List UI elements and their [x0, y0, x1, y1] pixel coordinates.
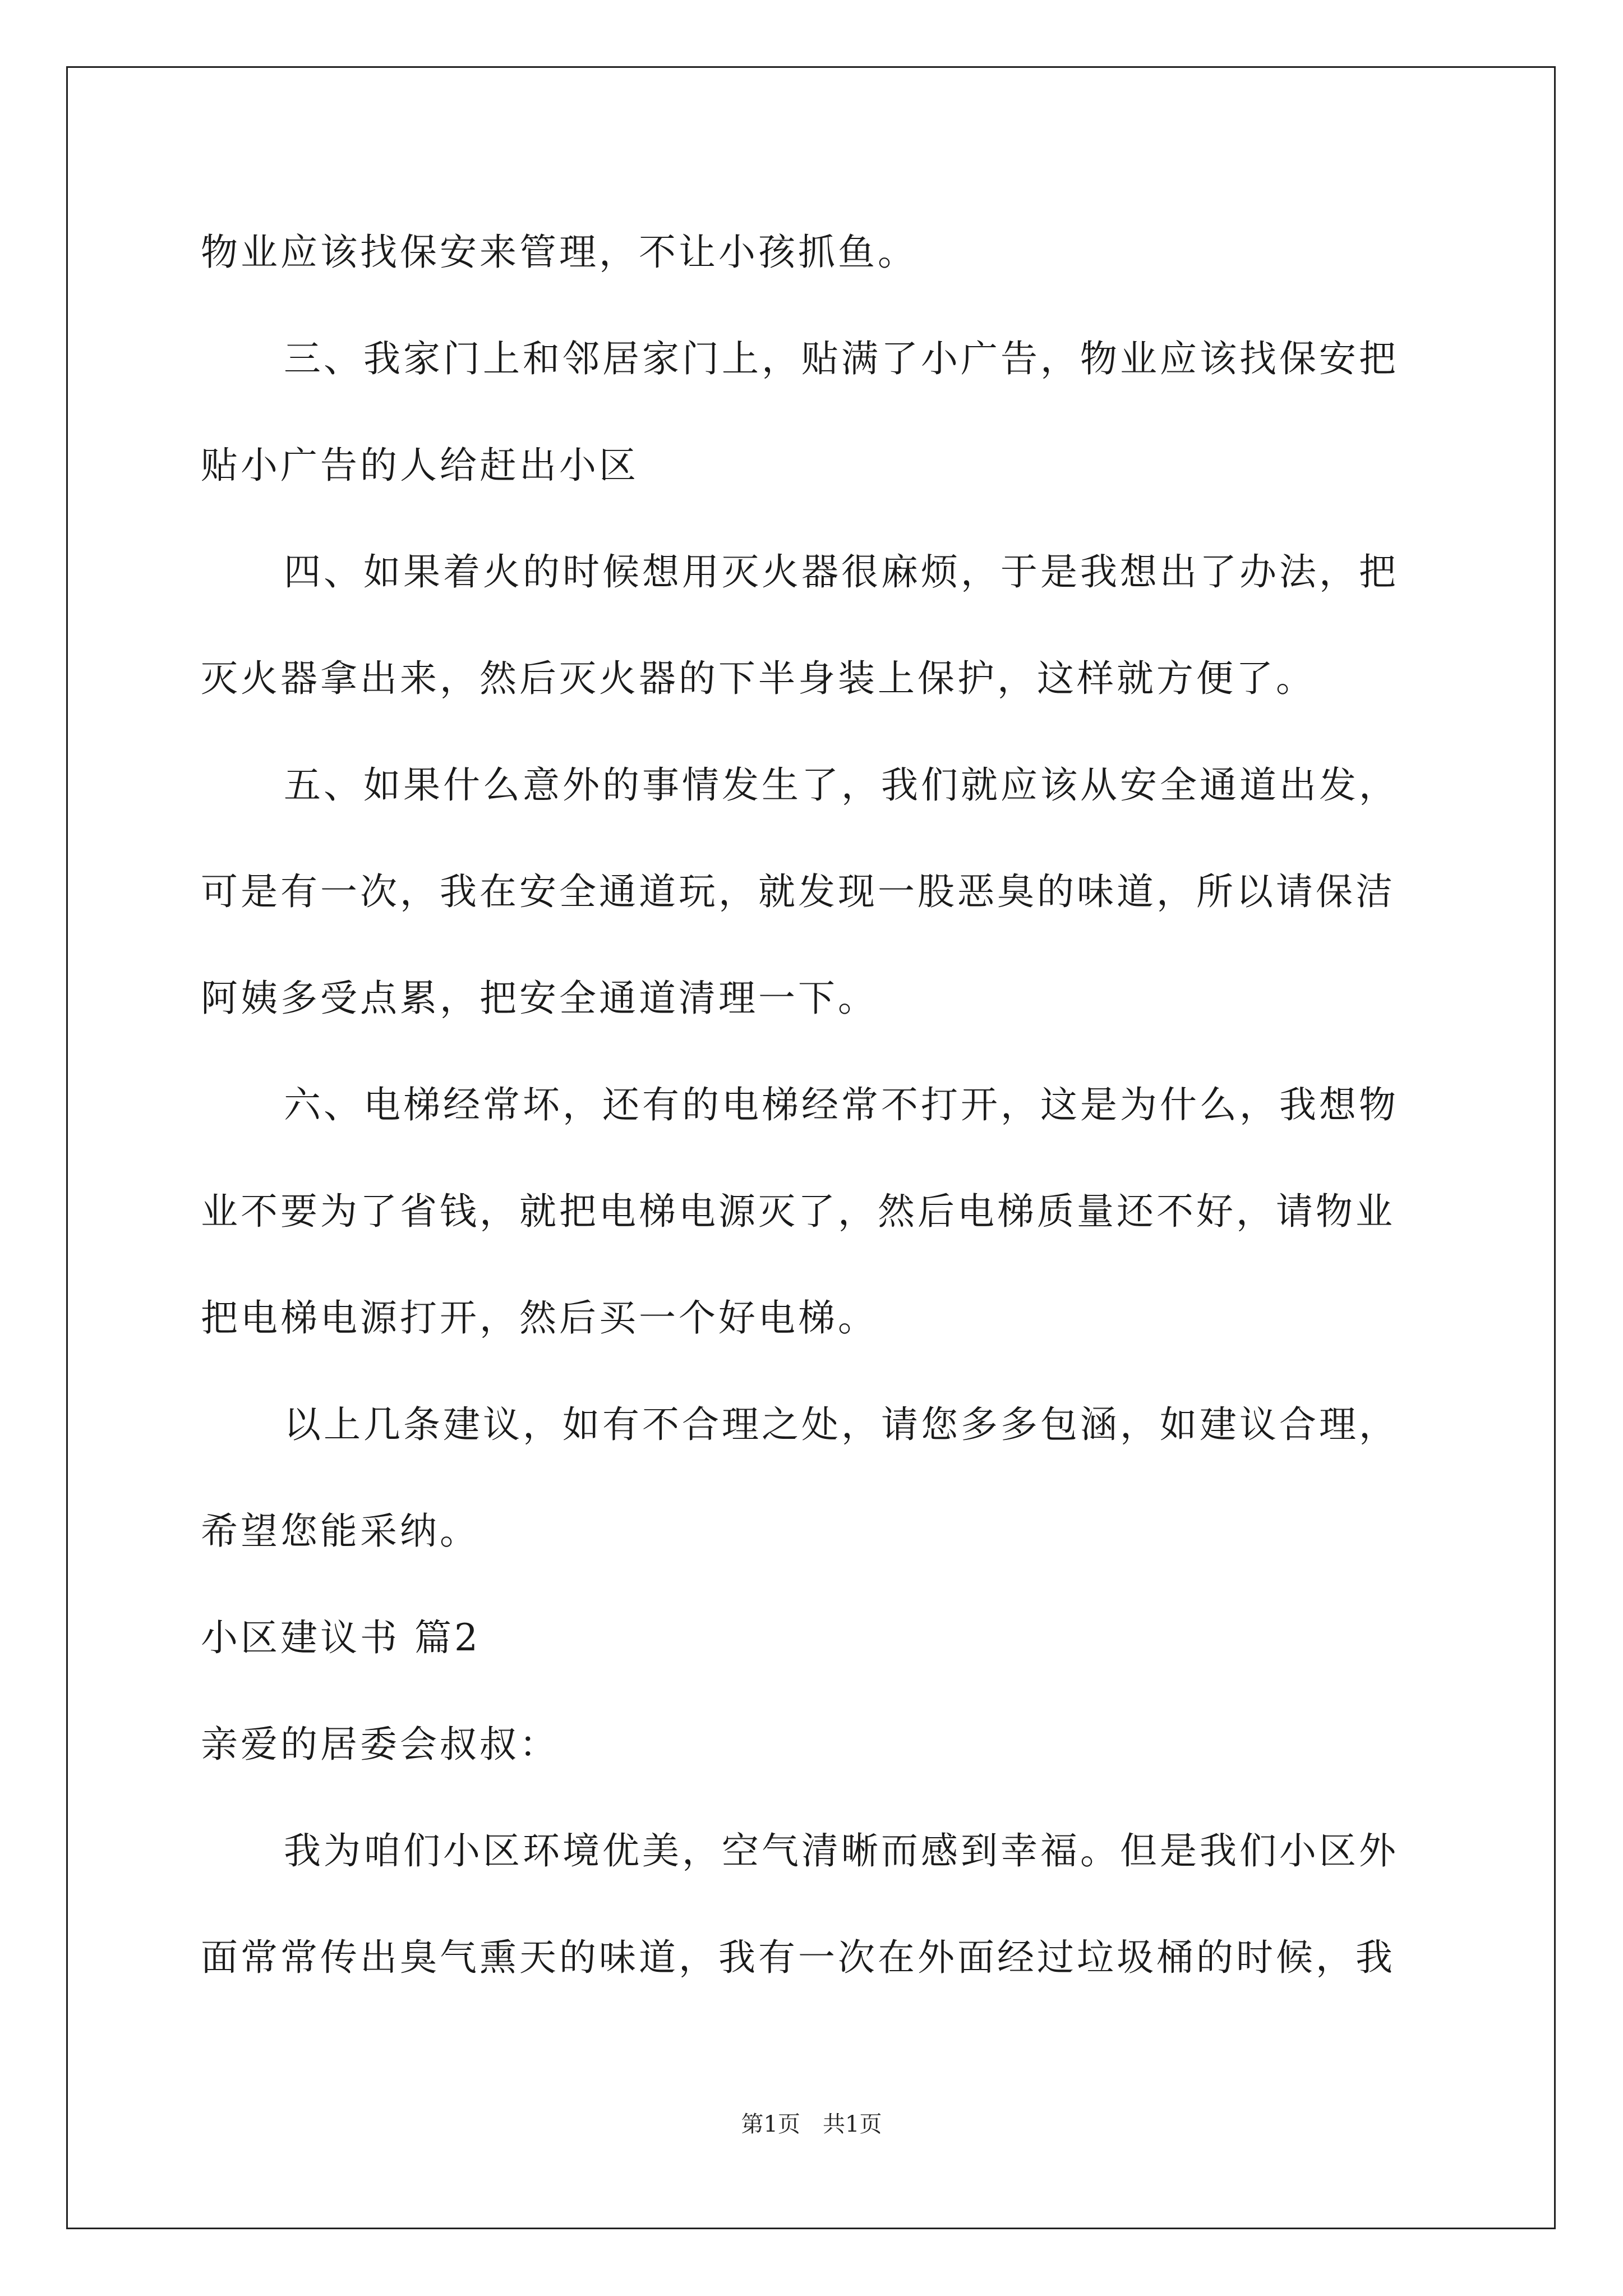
body-line: 阿姨多受点累，把安全通道清理一下。 — [201, 977, 878, 1020]
body-line: 灭火器拿出来，然后灭火器的下半身装上保护，这样就方便了。 — [201, 657, 1316, 700]
salutation: 亲爱的居委会叔叔： — [201, 1723, 559, 1766]
body-line: 六、电梯经常坏，还有的电梯经常不打开，这是为什么，我想物 — [284, 1083, 1399, 1126]
page-number: 第1页 共1页 — [741, 2111, 882, 2137]
body-line: 五、如果什么意外的事情发生了，我们就应该从安全通道出发， — [284, 763, 1399, 807]
body-line: 以上几条建议，如有不合理之处，请您多多包涵，如建议合理， — [284, 1403, 1399, 1446]
body-line: 把电梯电源打开，然后买一个好电梯。 — [201, 1296, 878, 1340]
body-line: 三、我家门上和邻居家门上，贴满了小广告，物业应该找保安把 — [284, 337, 1399, 380]
body-line: 面常常传出臭气熏天的味道，我有一次在外面经过垃圾桶的时候，我 — [201, 1936, 1395, 1979]
page-border — [66, 66, 1556, 2229]
body-line: 贴小广告的人给赶出小区 — [201, 444, 639, 487]
section-heading: 小区建议书 篇2 — [201, 1616, 481, 1659]
body-line: 四、如果着火的时候想用灭火器很麻烦，于是我想出了办法，把 — [284, 550, 1399, 593]
body-line: 物业应该找保安来管理，不让小孩抓鱼。 — [201, 231, 917, 274]
body-line: 希望您能采纳。 — [201, 1510, 479, 1553]
body-line: 我为咱们小区环境优美，空气清晰而感到幸福。但是我们小区外 — [284, 1829, 1399, 1872]
body-line: 业不要为了省钱，就把电梯电源灭了，然后电梯质量还不好，请物业 — [201, 1190, 1395, 1233]
body-line: 可是有一次，我在安全通道玩，就发现一股恶臭的味道，所以请保洁 — [201, 870, 1395, 913]
